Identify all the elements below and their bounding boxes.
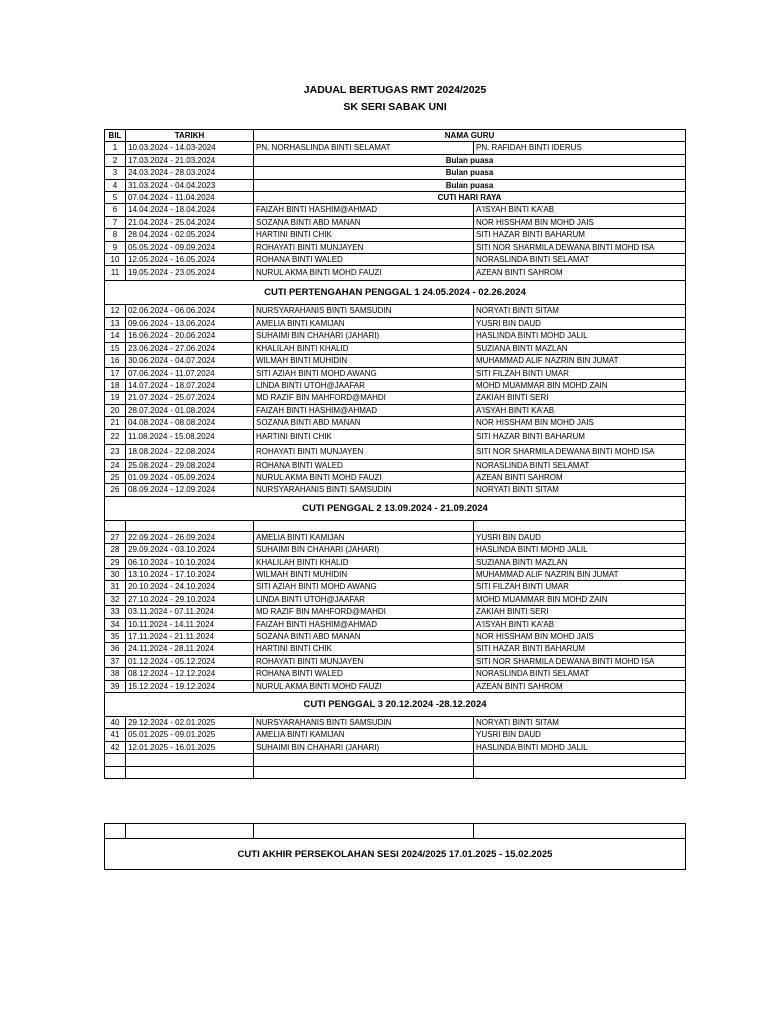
end-of-year-holiday-note: CUTI AKHIR PERSEKOLAHAN SESI 2024/2025 17.01.2025 - 15.02.2025 [105, 839, 686, 870]
teacher-name-2: NOR HISSHAM BIN MOHD JAIS [474, 631, 686, 643]
row-number: 13 [105, 317, 126, 329]
table-row [105, 142, 686, 154]
teacher-name-1: ROHAYATI BINTI MUNJAYEN [254, 655, 474, 667]
row-date-range: 14.04.2024 - 18.04.2024 [126, 204, 254, 216]
teacher-name-2: NOR HISSHAM BIN MOHD JAIS [474, 417, 686, 429]
teacher-name-1: ROHANA BINTI WALED [254, 254, 474, 266]
teacher-name-1: HARTINI BINTI CHIK [254, 229, 474, 241]
table-row [105, 655, 686, 667]
row-number: 3 [105, 167, 126, 179]
blank-row [105, 520, 686, 531]
teacher-name-2: MUHAMMAD ALIF NAZRIN BIN JUMAT [474, 355, 686, 367]
table-row [105, 179, 686, 191]
teacher-name-1: NURSYARAHANIS BINTI SAMSUDIN [254, 484, 474, 496]
row-number: 9 [105, 241, 126, 253]
row-date-range [126, 766, 254, 778]
table-row [105, 581, 686, 593]
teacher-name-2: YUSRI BIN DAUD [474, 531, 686, 543]
teacher-name-2: YUSRI BIN DAUD [474, 317, 686, 329]
teacher-name-2: NORASLINDA BINTI SELAMAT [474, 254, 686, 266]
table-row [105, 254, 686, 266]
holiday-section-row [105, 281, 686, 305]
table-row [105, 216, 686, 228]
holiday-section-title: CUTI PENGGAL 3 20.12.2024 -28.12.2024 [105, 693, 686, 717]
row-date-range: 02.06.2024 - 06.06.2024 [126, 305, 254, 317]
table-row [105, 643, 686, 655]
teacher-name-1: WILMAH BINTI MUHIDIN [254, 355, 474, 367]
row-date-range: 25.08.2024 - 29.08.2024 [126, 459, 254, 471]
row-number: 19 [105, 392, 126, 404]
teacher-name-1: SOZANA BINTI ABD MANAN [254, 216, 474, 228]
teacher-name-1 [254, 754, 474, 766]
empty-cell [105, 520, 126, 531]
row-number: 38 [105, 668, 126, 680]
teacher-name-1: SUHAIMI BIN CHAHARI (JAHARI) [254, 544, 474, 556]
row-number: 14 [105, 330, 126, 342]
row-date-range: 06.10.2024 - 10.10.2024 [126, 556, 254, 568]
table-row [105, 471, 686, 483]
table-row [105, 417, 686, 429]
table-row [105, 241, 686, 253]
header-tarikh: TARIKH [126, 130, 254, 142]
teacher-name-1: NURSYARAHANIS BINTI SAMSUDIN [254, 305, 474, 317]
row-note: Bulan puasa [254, 154, 686, 166]
table-row [105, 342, 686, 354]
teacher-name-1: SOZANA BINTI ABD MANAN [254, 631, 474, 643]
teacher-name-1: SUHAIMI BIN CHAHARI (JAHARI) [254, 330, 474, 342]
row-number: 37 [105, 655, 126, 667]
blank-row [105, 824, 686, 839]
row-number: 42 [105, 741, 126, 753]
closing-table [104, 823, 686, 870]
row-number: 18 [105, 379, 126, 391]
table-header-row [105, 130, 686, 142]
row-date-range: 29.09.2024 - 03.10.2024 [126, 544, 254, 556]
teacher-name-2: SITI HAZAR BINTI BAHARUM [474, 229, 686, 241]
row-date-range: 21.07.2024 - 25.07.2024 [126, 392, 254, 404]
row-date-range: 22.09.2024 - 26.09.2024 [126, 531, 254, 543]
row-number: 12 [105, 305, 126, 317]
row-number: 11 [105, 266, 126, 281]
teacher-name-2: AZEAN BINTI SAHROM [474, 680, 686, 692]
teacher-name-2: SITI HAZAR BINTI BAHARUM [474, 643, 686, 655]
holiday-section-title: CUTI PERTENGAHAN PENGGAL 1 24.05.2024 - 02.26.2024 [105, 281, 686, 305]
teacher-name-2: YUSRI BIN DAUD [474, 729, 686, 741]
table-row [105, 618, 686, 630]
row-date-range: 10.11.2024 - 14.11.2024 [126, 618, 254, 630]
teacher-name-1: SUHAIMI BIN CHAHARI (JAHARI) [254, 741, 474, 753]
row-date-range: 17.03.2024 - 21.03.2024 [126, 154, 254, 166]
row-number: 27 [105, 531, 126, 543]
teacher-name-2 [474, 766, 686, 778]
teacher-name-2: PN. RAFIDAH BINTI IDERUS [474, 142, 686, 154]
row-number: 1 [105, 142, 126, 154]
teacher-name-1: FAIZAH BINTI HASHIM@AHMAD [254, 404, 474, 416]
table-row [105, 266, 686, 281]
teacher-name-1: NURUL AKMA BINTI MOHD FAUZI [254, 471, 474, 483]
teacher-name-1: AMELIA BINTI KAMIJAN [254, 729, 474, 741]
row-number: 41 [105, 729, 126, 741]
row-date-range: 01.09.2024 - 05.09.2024 [126, 471, 254, 483]
school-name: SK SERI SABAK UNI [343, 101, 447, 113]
teacher-name-1: NURSYARAHANIS BINTI SAMSUDIN [254, 717, 474, 729]
table-row [105, 379, 686, 391]
teacher-name-2: HASLINDA BINTI MOHD JALIL [474, 330, 686, 342]
row-number: 39 [105, 680, 126, 692]
table-row [105, 229, 686, 241]
teacher-name-2: SUZIANA BINTI MAZLAN [474, 342, 686, 354]
teacher-name-1: NURUL AKMA BINTI MOHD FAUZI [254, 680, 474, 692]
teacher-name-1: KHALILAH BINTI KHALID [254, 556, 474, 568]
row-number [105, 766, 126, 778]
teacher-name-1: SITI AZIAH BINTI MOHD AWANG [254, 367, 474, 379]
teacher-name-2: SUZIANA BINTI MAZLAN [474, 556, 686, 568]
teacher-name-2: NORASLINDA BINTI SELAMAT [474, 668, 686, 680]
row-date-range: 01.12.2024 - 05.12.2024 [126, 655, 254, 667]
row-date-range: 05.01.2025 - 09.01.2025 [126, 729, 254, 741]
row-note: CUTI HARI RAYA [254, 192, 686, 204]
row-number: 33 [105, 606, 126, 618]
table-row [105, 192, 686, 204]
row-number: 5 [105, 192, 126, 204]
row-date-range: 28.04.2024 - 02.05.2024 [126, 229, 254, 241]
teacher-name-2: A'ISYAH BINTI KA'AB [474, 618, 686, 630]
table-row [105, 305, 686, 317]
row-number: 31 [105, 581, 126, 593]
table-row [105, 531, 686, 543]
row-number: 17 [105, 367, 126, 379]
table-row [105, 459, 686, 471]
row-date-range: 24.03.2024 - 28.03.2024 [126, 167, 254, 179]
teacher-name-1: KHALILAH BINTI KHALID [254, 342, 474, 354]
row-date-range: 05.05.2024 - 09.09.2024 [126, 241, 254, 253]
table-row [105, 167, 686, 179]
row-number: 32 [105, 593, 126, 605]
teacher-name-2: SITI NOR SHARMILA DEWANA BINTI MOHD ISA [474, 444, 686, 459]
row-note: Bulan puasa [254, 179, 686, 191]
teacher-name-1: SITI AZIAH BINTI MOHD AWANG [254, 581, 474, 593]
holiday-section-row [105, 693, 686, 717]
empty-cell [254, 824, 474, 839]
row-date-range: 29.12.2024 - 02.01.2025 [126, 717, 254, 729]
row-number: 21 [105, 417, 126, 429]
row-number: 10 [105, 254, 126, 266]
table-row [105, 568, 686, 580]
row-date-range: 18.08.2024 - 22.08.2024 [126, 444, 254, 459]
row-number: 2 [105, 154, 126, 166]
teacher-name-2: NORYATI BINTI SITAM [474, 305, 686, 317]
row-number: 6 [105, 204, 126, 216]
teacher-name-2: A'ISYAH BINTI KA'AB [474, 204, 686, 216]
teacher-name-2: SITI NOR SHARMILA DEWANA BINTI MOHD ISA [474, 655, 686, 667]
table-row [105, 606, 686, 618]
row-number: 23 [105, 444, 126, 459]
row-date-range: 12.01.2025 - 16.01.2025 [126, 741, 254, 753]
row-number: 36 [105, 643, 126, 655]
row-number: 7 [105, 216, 126, 228]
teacher-name-1: NURUL AKMA BINTI MOHD FAUZI [254, 266, 474, 281]
row-date-range: 20.10.2024 - 24.10.2024 [126, 581, 254, 593]
table-row [105, 355, 686, 367]
teacher-name-2: SITI FILZAH BINTI UMAR [474, 581, 686, 593]
teacher-name-1: AMELIA BINTI KAMIJAN [254, 531, 474, 543]
teacher-name-1: LINDA BINTI UTOH@JAAFAR [254, 379, 474, 391]
teacher-name-2: NORYATI BINTI SITAM [474, 717, 686, 729]
row-number: 22 [105, 429, 126, 444]
table-row [105, 404, 686, 416]
teacher-name-2 [474, 754, 686, 766]
teacher-name-2: AZEAN BINTI SAHROM [474, 266, 686, 281]
teacher-name-2: AZEAN BINTI SAHROM [474, 471, 686, 483]
teacher-name-2: MOHD MUAMMAR BIN MOHD ZAIN [474, 379, 686, 391]
teacher-name-2: SITI NOR SHARMILA DEWANA BINTI MOHD ISA [474, 241, 686, 253]
row-number: 35 [105, 631, 126, 643]
duty-roster-table [104, 129, 686, 779]
teacher-name-1: MD RAZIF BIN MAHFORD@MAHDI [254, 392, 474, 404]
table-row [105, 680, 686, 692]
row-number: 8 [105, 229, 126, 241]
teacher-name-2: NOR HISSHAM BIN MOHD JAIS [474, 216, 686, 228]
empty-cell [126, 824, 254, 839]
holiday-section-title: CUTI PENGGAL 2 13.09.2024 - 21.09.2024 [105, 496, 686, 520]
teacher-name-2: NORYATI BINTI SITAM [474, 484, 686, 496]
row-number: 4 [105, 179, 126, 191]
teacher-name-1: HARTINI BINTI CHIK [254, 643, 474, 655]
teacher-name-1: FAIZAH BINTI HASHIM@AHMAD [254, 618, 474, 630]
row-date-range: 07.04.2024 - 11.04.2024 [126, 192, 254, 204]
table-row [105, 717, 686, 729]
row-date-range: 03.11.2024 - 07.11.2024 [126, 606, 254, 618]
empty-cell [126, 520, 254, 531]
table-row [105, 754, 686, 766]
teacher-name-1 [254, 766, 474, 778]
table-row [105, 741, 686, 753]
row-number: 40 [105, 717, 126, 729]
teacher-name-1: ROHAYATI BINTI MUNJAYEN [254, 241, 474, 253]
row-date-range: 08.09.2024 - 12.09.2024 [126, 484, 254, 496]
row-date-range: 16.06.2024 - 20.06.2024 [126, 330, 254, 342]
table-row [105, 556, 686, 568]
teacher-name-2: HASLINDA BINTI MOHD JALIL [474, 741, 686, 753]
teacher-name-1: HARTINI BINTI CHIK [254, 429, 474, 444]
teacher-name-2: ZAKIAH BINTI SERI [474, 392, 686, 404]
teacher-name-1: ROHANA BINTI WALED [254, 459, 474, 471]
row-date-range [126, 754, 254, 766]
row-date-range: 08.12.2024 - 12.12.2024 [126, 668, 254, 680]
empty-cell [474, 824, 686, 839]
row-number: 16 [105, 355, 126, 367]
table-row [105, 330, 686, 342]
end-of-year-holiday-row [105, 839, 686, 870]
row-note: Bulan puasa [254, 167, 686, 179]
row-date-range: 15.12.2024 - 19.12.2024 [126, 680, 254, 692]
teacher-name-2: HASLINDA BINTI MOHD JALIL [474, 544, 686, 556]
row-date-range: 28.07.2024 - 01.08.2024 [126, 404, 254, 416]
row-date-range: 04.08.2024 - 08.08.2024 [126, 417, 254, 429]
row-date-range: 27.10.2024 - 29.10.2024 [126, 593, 254, 605]
table-row [105, 367, 686, 379]
empty-cell [105, 824, 126, 839]
row-date-range: 11.08.2024 - 15.08.2024 [126, 429, 254, 444]
roster-body [105, 142, 686, 779]
teacher-name-1: MD RAZIF BIN MAHFORD@MAHDI [254, 606, 474, 618]
row-number: 25 [105, 471, 126, 483]
teacher-name-2: MOHD MUAMMAR BIN MOHD ZAIN [474, 593, 686, 605]
row-date-range: 31.03.2024 - 04.04.2023 [126, 179, 254, 191]
teacher-name-1: PN. NORHASLINDA BINTI SELAMAT [254, 142, 474, 154]
row-date-range: 09.06.2024 - 13.06.2024 [126, 317, 254, 329]
teacher-name-1: FAIZAH BINTI HASHIM@AHMAD [254, 204, 474, 216]
teacher-name-2: NORASLINDA BINTI SELAMAT [474, 459, 686, 471]
table-row [105, 444, 686, 459]
row-number: 34 [105, 618, 126, 630]
teacher-name-2: SITI FILZAH BINTI UMAR [474, 367, 686, 379]
row-date-range: 30.06.2024 - 04.07.2024 [126, 355, 254, 367]
row-number: 24 [105, 459, 126, 471]
empty-cell [254, 520, 474, 531]
table-row [105, 317, 686, 329]
teacher-name-1: SOZANA BINTI ABD MANAN [254, 417, 474, 429]
table-row [105, 429, 686, 444]
row-number: 30 [105, 568, 126, 580]
teacher-name-2: MUHAMMAD ALIF NAZRIN BIN JUMAT [474, 568, 686, 580]
table-row [105, 544, 686, 556]
table-row [105, 392, 686, 404]
row-date-range: 13.10.2024 - 17.10.2024 [126, 568, 254, 580]
holiday-section-row [105, 496, 686, 520]
row-number: 26 [105, 484, 126, 496]
teacher-name-1: ROHANA BINTI WALED [254, 668, 474, 680]
teacher-name-2: SITI HAZAR BINTI BAHARUM [474, 429, 686, 444]
row-date-range: 23.06.2024 - 27.06.2024 [126, 342, 254, 354]
row-date-range: 07.06.2024 - 11.07.2024 [126, 367, 254, 379]
teacher-name-2: A'ISYAH BINTI KA'AB [474, 404, 686, 416]
document-title: JADUAL BERTUGAS RMT 2024/2025 [303, 84, 487, 96]
row-date-range: 10.03.2024 - 14.03-2024 [126, 142, 254, 154]
table-row [105, 484, 686, 496]
teacher-name-1: LINDA BINTI UTOH@JAAFAR [254, 593, 474, 605]
row-number [105, 754, 126, 766]
row-date-range: 21.04.2024 - 25.04.2024 [126, 216, 254, 228]
row-number: 15 [105, 342, 126, 354]
teacher-name-2: ZAKIAH BINTI SERI [474, 606, 686, 618]
teacher-name-1: ROHAYATI BINTI MUNJAYEN [254, 444, 474, 459]
table-row [105, 593, 686, 605]
table-row [105, 766, 686, 778]
header-nama-guru: NAMA GURU [254, 130, 686, 142]
row-number: 29 [105, 556, 126, 568]
table-row [105, 631, 686, 643]
row-date-range: 19.05.2024 - 23.05.2024 [126, 266, 254, 281]
teacher-name-1: AMELIA BINTI KAMIJAN [254, 317, 474, 329]
teacher-name-1: WILMAH BINTI MUHIDIN [254, 568, 474, 580]
row-number: 28 [105, 544, 126, 556]
row-date-range: 12.05.2024 - 16.05.2024 [126, 254, 254, 266]
row-date-range: 14.07.2024 - 18.07.2024 [126, 379, 254, 391]
row-number: 20 [105, 404, 126, 416]
table-row [105, 154, 686, 166]
row-date-range: 24.11.2024 - 28.11.2024 [126, 643, 254, 655]
table-row [105, 204, 686, 216]
row-date-range: 17.11.2024 - 21.11.2024 [126, 631, 254, 643]
header-bil: BIL [105, 130, 126, 142]
empty-cell [474, 520, 686, 531]
table-row [105, 729, 686, 741]
table-row [105, 668, 686, 680]
